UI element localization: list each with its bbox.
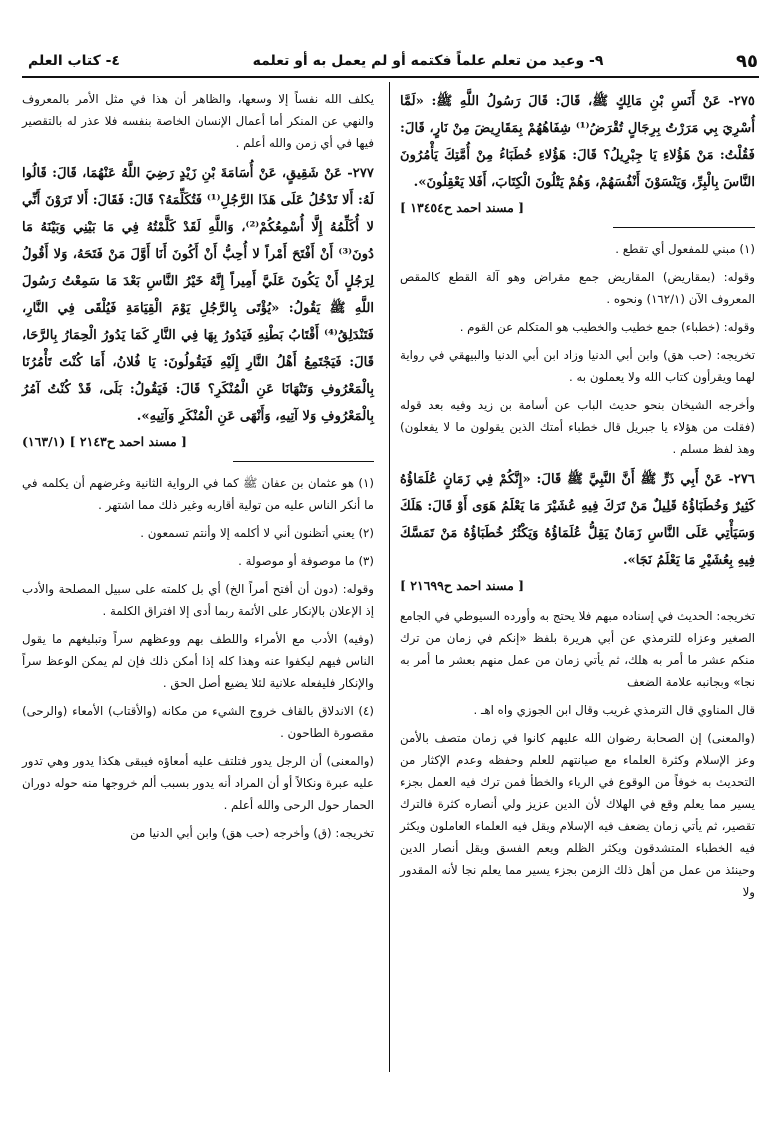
hadith-276 [400,466,755,599]
note-277-7: (والمعنى) أن الرجل يدور فتلتف عليه أمعاؤه فيبقى هكذا يدور وهي تدور عليه عبرة ونكالاً أو أن المراد أنه يدور بسبب ألم خروجها منه حوله دوران الحمار حول الرحى والله أعلم . [22,754,374,812]
hadith-277 [22,160,374,455]
notes-separator [233,461,374,462]
column-divider [389,82,390,1072]
note-277-4: وقوله: (دون أن أفتح أمراً الخ) أي بل كلمته على سبيل المصلحة والأدب إذ الإعلان بالإنكار على الأئمة ربما أدى إلا افتراق الكلمة . [22,582,374,618]
note-277-6: (٤) الاندلاق بالقاف خروج الشيء من مكانه (والأقتاب) الأمعاء (والرحى) مقصورة الطاحون . [22,704,374,740]
hadith-275-source: [ مسند احمد ح١٣٤٥٤ ] [400,200,525,215]
note-277-2: (٢) يعني أتظنون أني لا أكلمه إلا وأنتم تسمعون . [140,526,374,540]
page-number: ٩٥ [736,50,758,72]
hadith-277-source: [ مسند احمد ح٢١٤٣ ] (١٦٣/١) [22,434,187,449]
note-277-5: (وفيه) الأدب مع الأمراء واللطف بهم ووعظهم سراً وتبليغهم ما يقول الناس فيهم ليكفوا عنه وهذا كله إذا أمكن ذلك فإن لم يمكن الوعظ سراً والإنكار فليفعله علانية لئلا يضيع أصل الحق . [22,632,374,690]
header-rule [22,76,759,78]
book-title: ٤- كتاب العلم [28,53,120,69]
note-276-1: تخريجه: الحديث في إسناده مبهم فلا يحتج به وأورده السيوطي في الجامع الصغير وعزاه للترمذي عن أبي هريرة بلفظ «إنكم في زمان من ترك منكم عشر ما أمر به هلك، ثم يأتي زمان من عمل منهم بعشر ما أمر به نجا» وبجانبه علامة الضعف [400,609,755,689]
note-276-3: (والمعنى) إن الصحابة رضوان الله عليهم كانوا في زمان متصف بالأمن وعز الإسلام وكثرة العلماء مع صيانتهم للعلم وحفظه وعدم الإكثار من التحديث به خوفاً من الوقوع في الرياء والخطأ فمن ترك فيه العمل بجزء يسير مما يعلم وقع في الهلاك لأن الدين عزيز ولي أنصاره كثرة فالترك تقصير، ثم يأتي زمان يضعف فيه الإسلام ويقل فيه العلماء العاملون ويكثر فيه الخطباء المتشدقون ويكثر الظلم ويعم الفسق ويقل أنصار الدين وحينئذ من عمل من أهل ذلك الزمن بجزء يسير مما يعلم نجا لأنه المقدور ولا [400,731,755,899]
hadith-276-source: [ مسند احمد ح٢١٦٩٩ ] [400,578,525,593]
section-title: ٩- وعيد من تعلم علماً فكتمه أو لم يعمل به أو تعلمه [252,53,604,69]
note-275-4: تخريجه: (حب هق) وابن أبي الدنيا وزاد ابن أبي الدنيا والبيهقي في رواية لهما ويقرأون كتاب الله ولا يعملون به . [400,348,755,384]
left-column [22,88,374,1072]
hadith-277-text: ٢٧٧- عَنْ شَقِيقٍ، عَنْ أُسَامَةَ بْنِ زَيْدٍ رَضِيَ اللَّهُ عَنْهُمَا، قَالَ: قَالُوا لَهُ: أَلا تَدْخُلُ عَلَى هَذَا الرَّجُلِ⁽¹⁾ فَتُكَلِّمَهُ؟ قَالَ: فَقَالَ: أَلا تَرَوْنَ أَنِّي لا أُكَلِّمُهُ إِلَّا أُسْمِعُكُمْ⁽²⁾، وَاللَّهِ لَقَدْ كَلَّمْتُهُ فِي مَا بَيْنِي وَبَيْنَهُ مَا دُونَ⁽³⁾ أَنْ أَفْتَحَ أَمْراً لا أُحِبُّ أَنْ أَكُونَ أَنَا أَوَّلَ مَنْ فَتَحَهُ، وَلا أَقُولُ لِرَجُلٍ أَنْ يَكُونَ عَلَيَّ أَمِيراً إِنَّهُ خَيْرُ النَّاسِ بَعْدَ مَا سَمِعْتُ رَسُولَ اللَّهِ ﷺ يَقُولُ: «يُؤْتَى بِالرَّجُلِ يَوْمَ الْقِيَامَةِ فَيُلْقَى فِي النَّارِ، فَتَنْدَلِقُ⁽⁴⁾ أَقْتَابُ بَطْنِهِ فَيَدُورُ بِهَا فِي النَّارِ كَمَا يَدُورُ الْحِمَارُ بِالرَّحَا، قَالَ: فَيَجْتَمِعُ أَهْلُ النَّارِ إِلَيْهِ فَيَقُولُونَ: يَا فُلانُ، أَمَا كُنْتَ تَأْمُرُنَا بِالْمَعْرُوفِ وَتَنْهَانَا عَنِ الْمُنْكَرِ؟ قَالَ: فَيَقُولُ: بَلَى، قَدْ كُنْتُ آمُرُ بِالْمَعْرُوفِ وَلا آتِيهِ، وَأَنْهَى عَنِ الْمُنْكَرِ وَآتِيهِ». [22,166,375,424]
note-277-8: تخريجه: (ق) وأخرجه (حب هق) وابن أبي الدنيا من [130,826,374,840]
note-277-3: (٣) ما موصوفة أو موصولة . [238,554,374,568]
note-276-2: قال المناوي قال الترمذي غريب وقال ابن الجوزي واه اهـ . [473,703,755,717]
note-277-1: (١) هو عثمان بن عفان ﷺ كما في الرواية الثانية وغرضهم أن يكلمه في ما أنكر الناس عليه من تولية أقاربه وغير ذلك مما اشتهر . [22,476,374,512]
notes-separator [613,227,755,228]
note-275-1: (١) مبني للمفعول أي تقطع . [615,242,755,256]
hadith-275-text: ٢٧٥- عَنْ أَنَسِ بْنِ مَالِكٍ ﷺ، قَالَ: قَالَ رَسُولُ اللَّهِ ﷺ: «لَمَّا أُسْرِيَ بِي مَرَرْتُ بِرِجَالٍ تُقْرَضُ⁽¹⁾ شِفَاهُهُمْ بِمَقَارِيضَ مِنْ نَارٍ، قَالَ: فَقُلْتُ: مَنْ هَؤُلاءِ يَا جِبْرِيلُ؟ قَالَ: هَؤُلاءِ خُطَبَاءُ مِنْ أُمَّتِكَ يَأْمُرُونَ النَّاسَ بِالْبِرِّ، وَيَنْسَوْنَ أَنْفُسَهُمْ، وَهُمْ يَتْلُونَ الْكِتَابَ، أَفَلا يَعْقِلُونَ». [400,94,755,190]
note-275-3: وقوله: (خطباء) جمع خطيب والخطيب هو المتكلم عن القوم . [459,320,755,334]
hadith-276-text: ٢٧٦- عَنْ أَبِي ذَرٍّ ﷺ أَنَّ النَّبِيَّ ﷺ قَالَ: «إِنَّكُمْ فِي زَمَانٍ عُلَمَاؤُهُ كَثِيرٌ وَخُطَبَاؤُهُ قَلِيلٌ مَنْ تَرَكَ فِيهِ عُشَيْرَ مَا يَعْلَمُ هَوَى أَوْ قَالَ: هَلَكَ وَسَيَأْتِي عَلَى النَّاسِ زَمَانٌ يَقِلُّ عُلَمَاؤُهُ وَيَكْثُرُ خُطَبَاؤُهُ مَنْ تَمَسَّكَ فِيهِ بِعُشَيْرِ مَا يَعْلَمُ نَجَا». [400,472,755,568]
hadith-275 [400,88,755,221]
note-275-5: وأخرجه الشيخان بنحو حديث الباب عن أسامة بن زيد وفيه بعد قوله (فقلت من هؤلاء يا جبريل قال خطباء أمتك الذين يقولون ما لا يفعلون) وهذ لفظ مسلم . [400,398,755,456]
continuation-text: يكلف الله نفساً إلا وسعها، والظاهر أن هذا في مثل الأمر بالمعروف والنهي عن المنكر أما أعمال الإنسان الخاصة بنفسه فلا عذر له بالتقصير فيها في أي زمن والله أعلم . [22,92,374,150]
page-header [28,48,758,74]
note-275-2: وقوله: (بمقاريض) المقاريض جمع مقراض وهو آلة القطع كالمقص المعروف الآن (١٦٢/١) ونحوه . [400,270,755,306]
right-column [400,88,755,1072]
